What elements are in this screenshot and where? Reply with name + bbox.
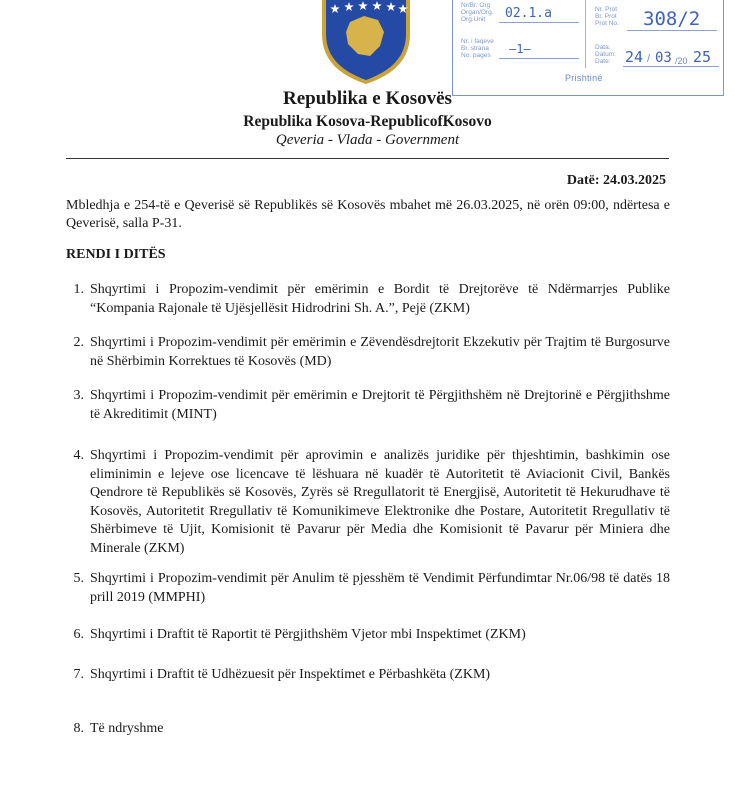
stamp-label: Organ/Org. — [461, 9, 494, 16]
stamp-label: Nr. i faqeve — [461, 38, 494, 45]
stamp-date-prefix: /20 — [675, 56, 688, 66]
agenda-item-text: Shqyrtimi i Propozim-vendimit për emërimin e Drejtorit të Përgjithshëm në Drejtorinë e Përgjithshme të Akreditimit (MINT) — [90, 388, 670, 422]
stamp-org-unit: 02.1.a — [505, 6, 552, 21]
agenda-item-text: Shqyrtimi i Draftit të Raportit të Përgjithshëm Vjetor mbi Inspektimet (ZKM) — [90, 627, 526, 642]
agenda-item — [66, 570, 670, 607]
agenda-item-number: 2. — [73, 335, 84, 350]
stamp-date-day: 24 — [625, 48, 644, 66]
document-date: Datë: 24.03.2025 — [566, 173, 666, 188]
kosovo-emblem — [320, 0, 412, 84]
meeting-intro: Mbledhja e 254-të e Qeverisë së Republikës së Kosovës mbahet më 26.03.2025, në orën 09:00, ndërtesa e Qeverisë, salla P-31. — [66, 198, 670, 231]
government-title: Qeveria - Vlada - Government — [275, 132, 460, 148]
stamp-label: Date: — [595, 58, 611, 65]
agenda-item-text: Shqyrtimi i Propozim-vendimit për emërimin e Bordit të Drejtorëve të Ndërmarrjes Publike “Kompania Rajonale të Ujësjellësit Hidrodrini Sh. A.”, Pejë (ZKM) — [90, 282, 670, 316]
stamp-label: Nr/Br. Org — [461, 2, 491, 9]
agenda-item-text: Të ndryshme — [90, 721, 164, 736]
stamp-protocol-number: 308/2 — [643, 8, 701, 30]
stamp-label: Br. strana — [461, 45, 489, 52]
agenda-item-number: 1. — [73, 282, 84, 297]
stamp-pages: —1— — [509, 42, 531, 56]
agenda-item — [66, 281, 670, 318]
stamp-city: Prishtinë — [565, 73, 603, 83]
stamp-label: No. pages — [461, 52, 491, 59]
stamp-label: Org.Unit — [461, 16, 486, 23]
country-title: Republika e Kosovës — [283, 88, 452, 109]
stamp-label: Br. Prot — [595, 13, 617, 20]
stamp-label: Data: — [595, 44, 611, 51]
agenda-item-number: 3. — [73, 388, 84, 403]
agenda-item-number: 8. — [73, 721, 84, 736]
country-subtitle: Republika Kosova-RepublicofKosovo — [243, 113, 492, 130]
reception-stamp: Nr/Br. Org Organ/Org. Org.Unit 02.1.a Nr. i faqeve Br. strana No. pages —1— Nr. Prot Br. Prot Prot No. 308/2 Data: Datum: Date: 24 / 03 /20 25 Prishtinë — [452, 0, 724, 96]
stamp-label: Prot No. — [595, 20, 619, 27]
agenda-item-text: Shqyrtimi i Propozim-vendimit për Anulim të pjesshëm të Vendimit Përfundimtar Nr.06/98 të datës 18 prill 2019 (MMPHI) — [90, 571, 670, 605]
agenda-item — [66, 447, 670, 558]
agenda-item-text: Shqyrtimi i Propozim-vendimit për emërimin e Zëvendësdrejtorit Ekzekutiv për Trajtim të Burgosurve në Shërbimin Korrektues të Kosovës (MD) — [90, 335, 670, 369]
stamp-label: Nr. Prot — [595, 6, 618, 13]
stamp-label: Datum: — [595, 51, 616, 58]
stamp-date-month: 03 — [655, 50, 672, 66]
stamp-date-year: 25 — [693, 48, 712, 66]
agenda-item-number: 5. — [73, 571, 84, 586]
header-divider — [66, 158, 669, 159]
agenda-title: RENDI I DITËS — [66, 247, 166, 262]
agenda-item-number: 6. — [73, 627, 84, 642]
agenda-item — [66, 666, 670, 685]
agenda-item — [66, 720, 670, 739]
agenda-item-text: Shqyrtimi i Propozim-vendimit për aprovimin e analizës juridike për thjeshtimin, bashkimin ose eliminimin e lejeve ose licencave të lëshuara në kuadër të Autoritetit të Aviacionit Civil, Bankës Qendrore të Republikës së Kosovës, Zyrës së Rregullatorit të Energjisë, Autoritetit të Hekurudhave të Kosovës, Autoritetit Rregullativ të Komunikimeve Elektronike dhe Postare, Autoritetit Rregullativ të Shërbimeve të Ujit, Komisionit të Pavarur për Media dhe Komisionit të Pavarur për Miniera dhe Minerale (ZKM) — [90, 448, 670, 556]
agenda-item — [66, 334, 670, 371]
agenda-item — [66, 626, 670, 645]
agenda-item-text: Shqyrtimi i Draftit të Udhëzuesit për Inspektimet e Përbashkëta (ZKM) — [90, 667, 491, 682]
agenda-item-number: 4. — [73, 448, 84, 463]
agenda-item-number: 7. — [73, 667, 84, 682]
agenda-item — [66, 387, 670, 424]
